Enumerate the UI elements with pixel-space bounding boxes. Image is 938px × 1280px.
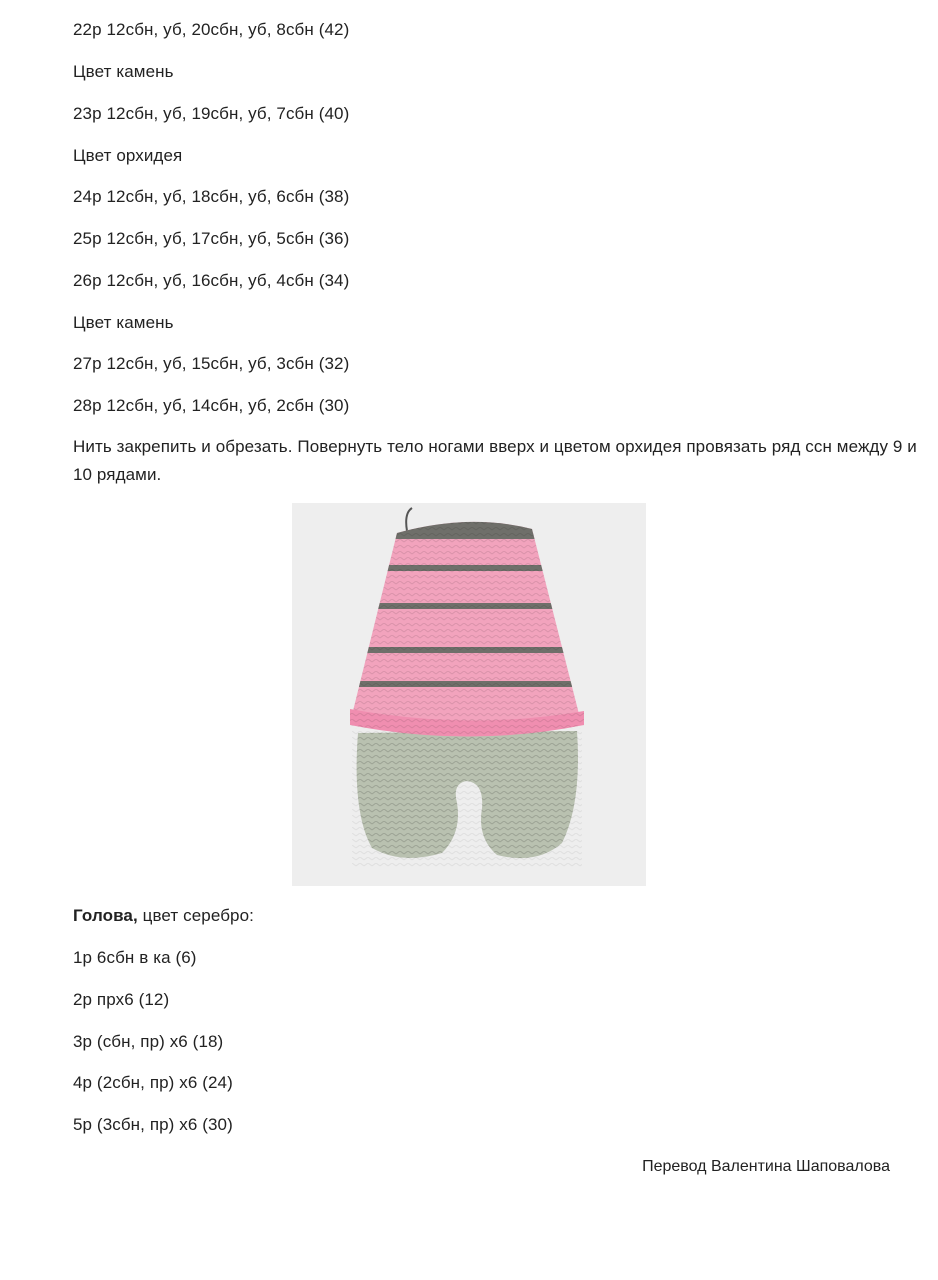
pattern-row-26: 26р 12сбн, уб, 16сбн, уб, 4сбн (34)	[73, 271, 350, 290]
color-change-stone: Цвет камень	[73, 62, 174, 81]
pattern-row-22: 22р 12сбн, уб, 20сбн, уб, 8сбн (42)	[73, 20, 350, 39]
head-row-2: 2р прх6 (12)	[73, 990, 170, 1009]
head-title-bold: Голова,	[73, 906, 138, 925]
head-row-3: 3р (сбн, пр) х6 (18)	[73, 1032, 224, 1051]
striped-body-shape	[342, 503, 602, 743]
finish-instruction: Нить закрепить и обрезать. Повернуть тело ногами вверх и цветом орхидея провязать ряд ссн между 9 и 10 рядами.	[73, 437, 917, 484]
pattern-row-25: 25р 12сбн, уб, 17сбн, уб, 5сбн (36)	[73, 229, 350, 248]
head-title-color: цвет серебро:	[137, 906, 254, 925]
translator-credit: Перевод Валентина Шаповалова	[642, 1158, 890, 1175]
crochet-body-illustration	[292, 503, 646, 886]
pattern-row-27: 27р 12сбн, уб, 15сбн, уб, 3сбн (32)	[73, 354, 350, 373]
color-change-orchid: Цвет орхидея	[73, 146, 183, 165]
pattern-row-24: 24р 12сбн, уб, 18сбн, уб, 6сбн (38)	[73, 187, 350, 206]
head-section-title	[73, 906, 254, 926]
crochet-body-photo	[292, 503, 646, 886]
head-row-4: 4р (2сбн, пр) х6 (24)	[73, 1073, 233, 1092]
head-row-1: 1р 6сбн в ка (6)	[73, 948, 197, 967]
pattern-row-28: 28р 12сбн, уб, 14сбн, уб, 2сбн (30)	[73, 396, 350, 415]
color-change-stone: Цвет камень	[73, 313, 174, 332]
pattern-row-23: 23р 12сбн, уб, 19сбн, уб, 7сбн (40)	[73, 104, 350, 123]
head-row-5: 5р (3сбн, пр) х6 (30)	[73, 1115, 233, 1134]
